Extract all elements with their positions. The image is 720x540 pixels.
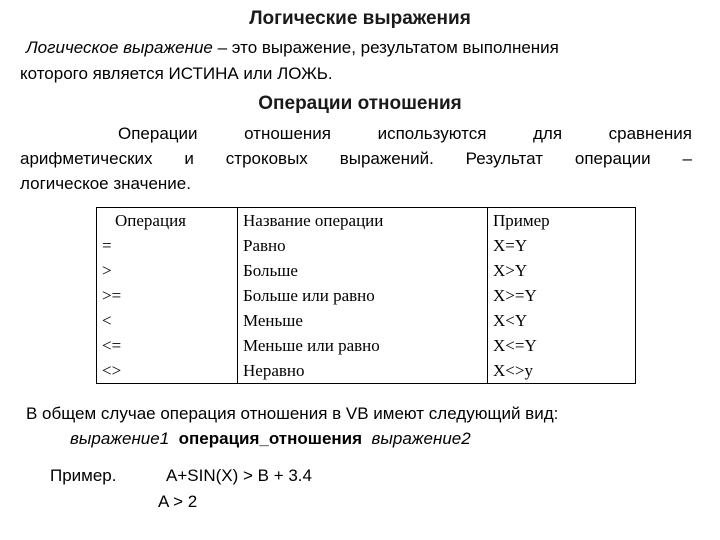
paragraph-line-2-text: арифметических и строковых выражений. Результат операции – xyxy=(20,149,692,168)
cell-operation-name: Меньше xyxy=(238,308,488,333)
table-row xyxy=(97,283,636,308)
header-example: Пример xyxy=(488,208,636,234)
cell-operation-name: Равно xyxy=(238,233,488,258)
cell-example: X<Y xyxy=(488,308,636,333)
table-row xyxy=(97,308,636,333)
cell-operation: < xyxy=(97,308,238,333)
cell-example: X<=Y xyxy=(488,333,636,358)
paragraph-line-1 xyxy=(118,124,692,144)
cell-operation-name: Больше xyxy=(238,258,488,283)
cell-operation-name: Меньше или равно xyxy=(238,333,488,358)
cell-example: X=Y xyxy=(488,233,636,258)
general-form-syntax xyxy=(70,427,471,451)
cell-operation-name: Больше или равно xyxy=(238,283,488,308)
table-row xyxy=(97,233,636,258)
cell-operation: <> xyxy=(97,358,238,384)
cell-operation-name: Неравно xyxy=(238,358,488,384)
header-operation: Операция xyxy=(97,208,238,234)
definition-rest: – это выражение, результатом выполнения xyxy=(212,38,559,57)
example-expression-2: A > 2 xyxy=(158,492,198,511)
definition-line-2: которого является ИСТИНА или ЛОЖЬ. xyxy=(20,64,333,83)
cell-operation: <= xyxy=(97,333,238,358)
cell-operation: = xyxy=(97,233,238,258)
definition-term: Логическое выражение xyxy=(26,38,213,57)
cell-operation: >= xyxy=(97,283,238,308)
paragraph-line-2 xyxy=(20,149,692,169)
page-title: Логические выражения xyxy=(249,8,471,29)
cell-example: X<>y xyxy=(488,358,636,384)
operations-table xyxy=(96,207,636,384)
table-row xyxy=(97,258,636,283)
cell-example: X>Y xyxy=(488,258,636,283)
header-operation-name: Название операции xyxy=(238,208,488,234)
syntax-expression-2: выражение2 xyxy=(371,429,471,448)
syntax-operator: операция_отношения xyxy=(178,429,363,448)
example-label: Пример. xyxy=(50,466,117,485)
syntax-expression-1: выражение1 xyxy=(70,429,170,448)
definition-line-1 xyxy=(26,36,559,60)
cell-example: X>=Y xyxy=(488,283,636,308)
example-expression-1: A+SIN(X) > B + 3.4 xyxy=(166,466,312,485)
table-row xyxy=(97,358,636,384)
general-form-text: В общем случае операция отношения в VB имеют следующий вид: xyxy=(26,404,559,423)
section-title: Операции отношения xyxy=(258,93,462,114)
paragraph-line-3: логическое значение. xyxy=(20,174,191,193)
table-row xyxy=(97,333,636,358)
table-header-row xyxy=(97,208,636,234)
paragraph-line-1-text: Операции отношения используются для сравнения xyxy=(118,124,692,143)
cell-operation: > xyxy=(97,258,238,283)
